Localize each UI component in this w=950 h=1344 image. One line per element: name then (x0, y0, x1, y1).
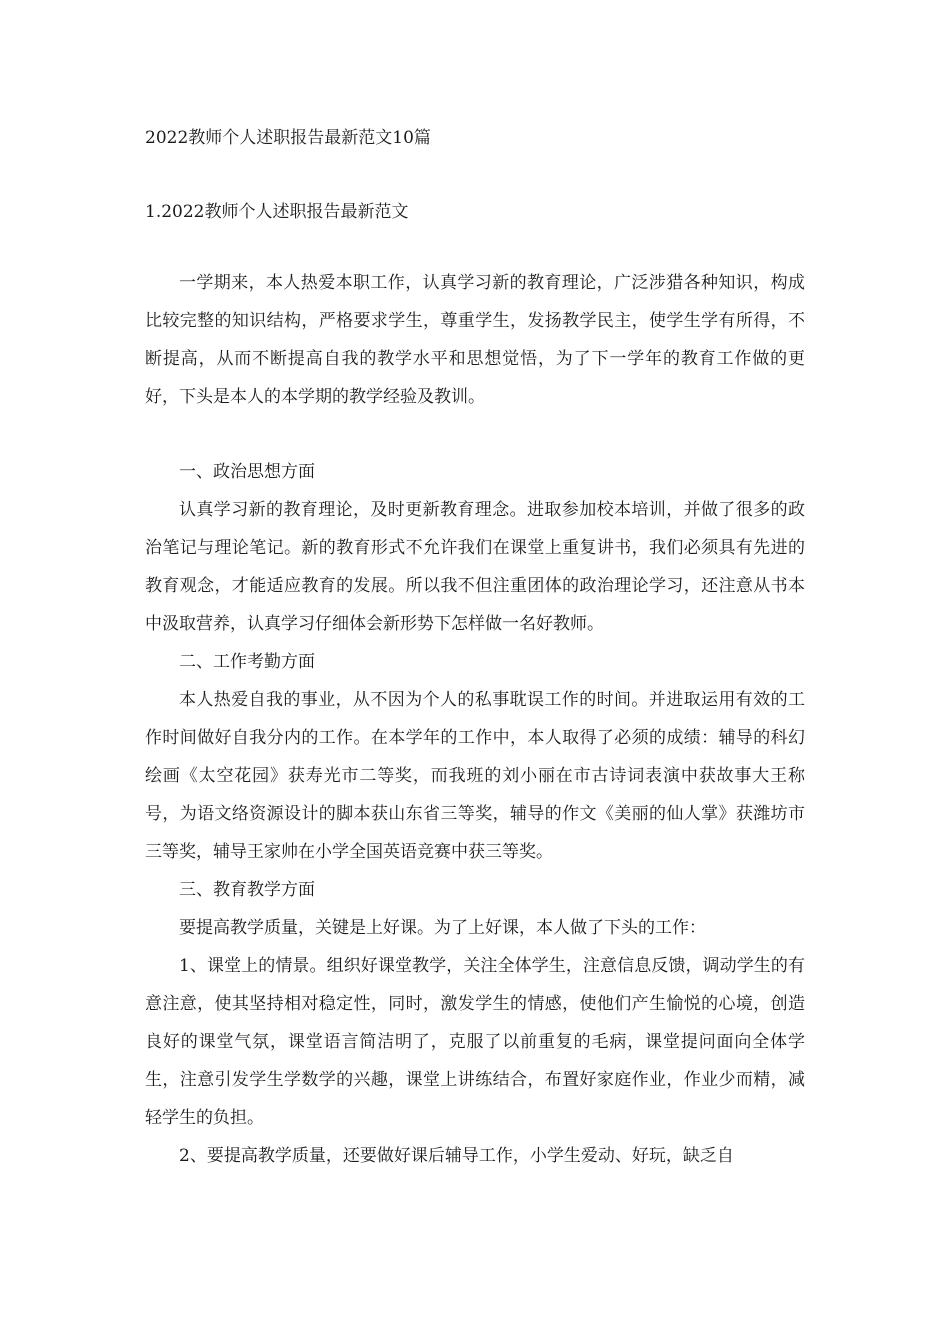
document-subtitle: 1.2022教师个人述职报告最新范文 (145, 202, 409, 222)
paragraph-political: 认真学习新的教育理论，及时更新教育理念。进取参加校本培训，并做了很多的政治笔记与理论笔记。新的教育形式不允许我们在课堂上重复讲书，我们必须具有先进的教育观念，才能适应教育的发展。所以我不但注重团体的政治理论学习，还注意从书本中汲取营养，认真学习仔细体会新形势下怎样做一名好教师。 (145, 500, 805, 634)
paragraph-teaching-item-2: 2、要提高教学质量，还要做好课后辅导工作，小学生爱动、好玩，缺乏自 (179, 1146, 734, 1166)
paragraph-teaching-item-1: 1、课堂上的情景。组织好课堂教学，关注全体学生，注意信息反馈，调动学生的有意注意，使其坚持相对稳定性，同时，激发学生的情感，使他们产生愉悦的心境，创造良好的课堂气氛，课堂语言简洁明了，克服了以前重复的毛病，课堂提问面向全体学生，注意引发学生学数学的兴趣，课堂上讲练结合，布置好家庭作业，作业少而精，减轻学生的负担。 (145, 956, 805, 1128)
heading-political: 一、政治思想方面 (179, 462, 315, 482)
heading-teaching: 三、教育教学方面 (179, 880, 315, 900)
main-section (145, 453, 805, 1175)
heading-attendance: 二、工作考勤方面 (179, 652, 315, 672)
intro-paragraph: 一学期来，本人热爱本职工作，认真学习新的教育理论，广泛涉猎各种知识，构成比较完整的知识结构，严格要求学生，尊重学生，发扬教学民主，使学生学有所得，不断提高，从而不断提高自我的教学水平和思想觉悟，为了下一学年的教育工作做的更好，下头是本人的本学期的教学经验及教训。 (145, 273, 805, 407)
document-title: 2022教师个人述职报告最新范文10篇 (145, 128, 431, 148)
paragraph-teaching-intro: 要提高教学质量，关键是上好课。为了上好课，本人做了下头的工作： (179, 918, 706, 938)
intro-section (145, 264, 805, 416)
paragraph-attendance: 本人热爱自我的事业，从不因为个人的私事耽误工作的时间。并进取运用有效的工作时间做好自我分内的工作。在本学年的工作中，本人取得了必须的成绩：辅导的科幻绘画《太空花园》获寿光市二等奖，而我班的刘小丽在市古诗词表演中获故事大王称号，为语文络资源设计的脚本获山东省三等奖，辅导的作文《美丽的仙人掌》获潍坊市三等奖，辅导王家帅在小学全国英语竞赛中获三等奖。 (145, 690, 805, 862)
